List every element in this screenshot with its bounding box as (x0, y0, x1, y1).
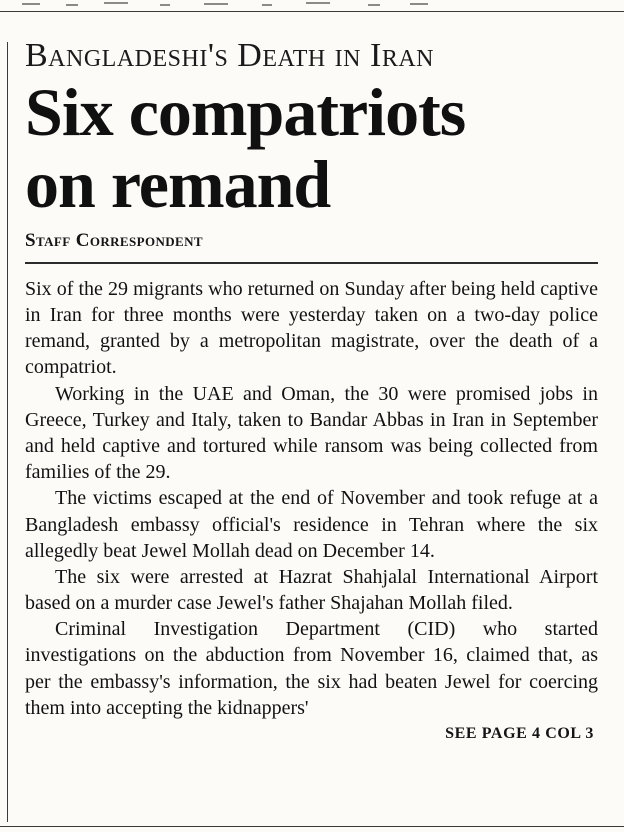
main-headline (25, 73, 598, 222)
article (25, 38, 598, 743)
bottom-rule (0, 826, 624, 827)
headline-line-2: on remand (25, 145, 331, 222)
article-body (25, 276, 598, 721)
paragraph: The victims escaped at the end of November and took refuge at a Bangladesh embassy official's residence in Tehran where the six allegedly beat Jewel Mollah dead on December 14. (25, 487, 598, 562)
paragraph: The six were arrested at Hazrat Shahjalal International Airport based on a murder case Jewel's father Shajahan Mollah filed. (25, 565, 598, 615)
paragraph: Criminal Investigation Department (CID) who started investigations on the abduction from November 16, claimed that, as per the embassy's information, the six had beaten Jewel for coercing them into accepting the kidnappers' (25, 618, 598, 719)
byline: Staff Correspondent (25, 229, 203, 251)
cropped-print-remnant (0, 0, 624, 10)
byline-rule (25, 262, 598, 264)
paragraph: Working in the UAE and Oman, the 30 were promised jobs in Greece, Turkey and Italy, taken to Bandar Abbas in Iran in September and held captive and tortured while ransom was being collected from families of the 29. (25, 382, 598, 484)
kicker-headline: Bangladeshi's Death in Iran (25, 37, 434, 74)
headline-line-1: Six compatriots (25, 73, 466, 150)
top-rule (0, 11, 624, 12)
paragraph: Six of the 29 migrants who returned on Sunday after being held captive in Iran for three months were yesterday taken on a two-day police remand, granted by a metropolitan magistrate, over the death of a compatriot. (25, 277, 598, 379)
continuation-note: SEE PAGE 4 COL 3 (445, 725, 594, 743)
left-column-rule (7, 42, 8, 822)
